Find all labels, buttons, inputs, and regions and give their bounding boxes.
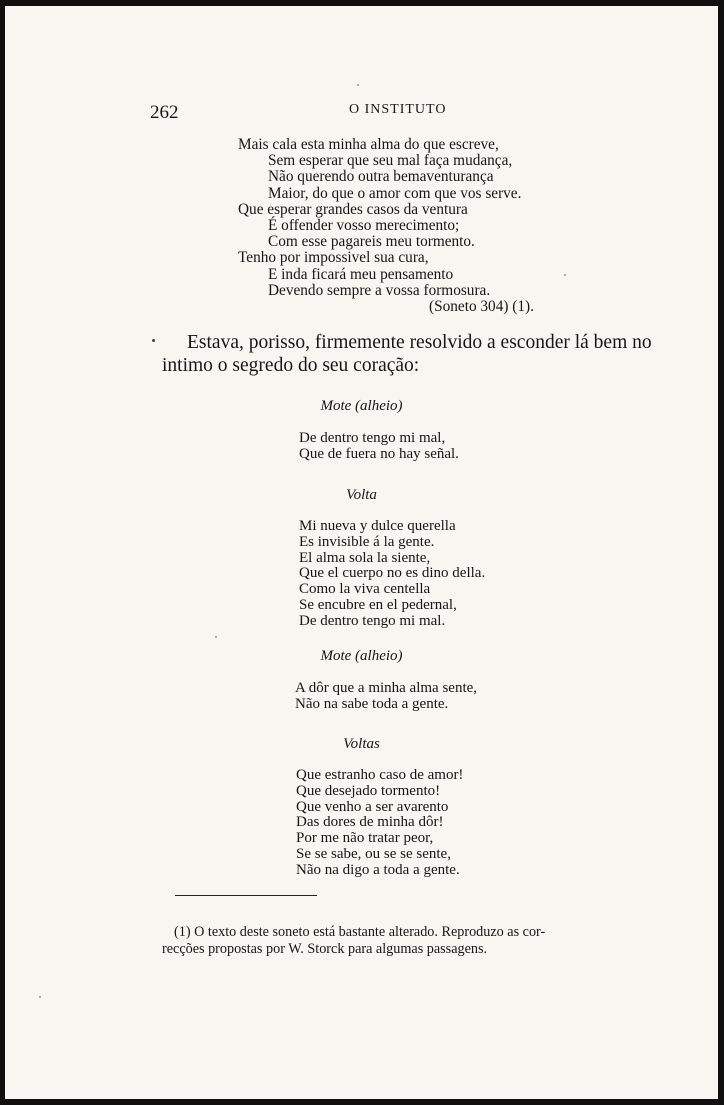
footnote-divider	[175, 895, 317, 896]
sonnet-line: Devendo sempre a vossa formosura.	[268, 281, 491, 299]
mote-title: Mote (alheio)	[320, 398, 403, 414]
book-page	[5, 6, 718, 1099]
body-paragraph	[162, 332, 652, 377]
verse-line: Que desejado tormento!	[296, 782, 441, 799]
mote-title: Mote (alheio)	[320, 648, 403, 664]
verse-line: Não na sabe toda a gente.	[295, 695, 449, 712]
volta-verse	[299, 519, 485, 630]
page-number: 262	[150, 102, 179, 123]
verse-line: Que estranho caso de amor!	[296, 767, 464, 783]
paper-speck	[39, 996, 41, 998]
verse-line: Mi nueva y dulce querella	[299, 518, 456, 534]
sonnet-line: Com esse pagareis meu tormento.	[268, 233, 475, 251]
voltas-title: Voltas	[343, 736, 380, 752]
verse-line: Que venho a ser avarento	[296, 798, 449, 815]
sonnet-source: (Soneto 304) (1).	[429, 297, 534, 315]
sonnet-line: Não querendo outra bemaventurança	[268, 168, 494, 186]
voltas-verse	[296, 768, 463, 879]
verse-line: El alma sola la siente,	[299, 549, 431, 566]
volta-title: Volta	[346, 487, 377, 503]
mote-verse	[299, 431, 459, 463]
sonnet-line: Maior, do que o amor com que vos serve.	[268, 184, 522, 202]
sonnet-block	[238, 137, 534, 315]
verse-line: De dentro tengo mi mal.	[299, 612, 446, 629]
verse-line: Que el cuerpo no es dino della.	[299, 565, 486, 582]
verse-line: Es invisible á la gente.	[299, 533, 435, 550]
verse-line: Por me não tratar peor,	[296, 830, 434, 847]
verse-line: Das dores de minha dôr!	[296, 814, 444, 831]
sonnet-line: Sem esperar que seu mal faça mudança,	[268, 152, 513, 170]
sonnet-line: É offender vosso merecimento;	[268, 216, 460, 234]
sonnet-line: Que esperar grandes casos da ventura	[238, 200, 468, 218]
verse-line: Que de fuera no hay señal.	[299, 445, 459, 462]
verse-line: De dentro tengo mi mal,	[299, 430, 446, 446]
sonnet-line: Mais cala esta minha alma do que escreve,	[238, 136, 499, 153]
paper-speck	[564, 274, 566, 276]
sonnet-line: E inda ficará meu pensamento	[268, 265, 454, 283]
paragraph-line: Estava, porisso, firmemente resolvido a esconder lá bem no	[187, 332, 652, 353]
paper-speck	[152, 339, 155, 342]
verse-line: Se encubre en el pedernal,	[299, 596, 457, 613]
paper-speck	[215, 636, 217, 638]
paragraph-line: intimo o segredo do seu coração:	[162, 354, 420, 376]
mote-verse	[295, 681, 477, 713]
verse-line: A dôr que a minha alma sente,	[295, 680, 478, 696]
footnote-line: (1) O texto deste soneto está bastante alterado. Reproduzo as cor-	[174, 924, 546, 940]
running-title: O INSTITUTO	[349, 102, 447, 117]
verse-line: Não na digo a toda a gente.	[296, 861, 460, 878]
verse-line: Como la viva centella	[299, 581, 431, 598]
paper-speck	[357, 84, 359, 86]
footnote	[162, 924, 642, 958]
sonnet-line: Tenho por impossivel sua cura,	[238, 249, 429, 267]
footnote-line: recções propostas por W. Storck para algumas passagens.	[162, 941, 488, 957]
verse-line: Se se sabe, ou se se sente,	[296, 845, 451, 862]
